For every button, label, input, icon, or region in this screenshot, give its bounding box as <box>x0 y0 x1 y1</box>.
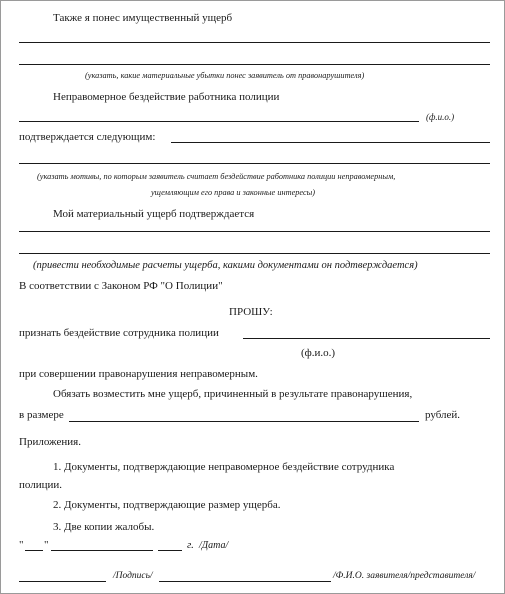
damage-note: (указать, какие материальные убытки понес заявитель от правонарушителя) <box>85 71 365 80</box>
material-damage-label: Мой материальный ущерб подтверждается <box>53 208 255 220</box>
confirmed-by-line-1[interactable] <box>171 142 490 143</box>
inaction-intro: Неправомерное бездействие работника полиции <box>53 91 280 103</box>
name-label: /Ф.И.О. заявителя/представителя/ <box>333 571 476 581</box>
amount-suffix: рублей. <box>425 409 461 421</box>
date-year-prefix: г. <box>187 539 194 551</box>
damage-line-1[interactable] <box>19 42 490 43</box>
amount-line[interactable] <box>69 421 419 422</box>
during-offense-text: при совершении правонарушения неправомерным. <box>19 368 258 380</box>
signature-line[interactable] <box>19 581 106 582</box>
attachment-3: 3. Две копии жалобы. <box>53 521 155 533</box>
fio-note-1: (ф.и.о.) <box>426 112 455 122</box>
amount-prefix: в размере <box>19 409 64 421</box>
date-month-line[interactable] <box>51 550 153 551</box>
attachment-1-line-a: 1. Документы, подтверждающие неправомерное бездействие сотрудника <box>53 461 395 473</box>
oblige-text: Обязать возместить мне ущерб, причиненный в результате правонарушения, <box>53 388 413 400</box>
request-title: ПРОШУ: <box>229 306 273 318</box>
date-quote-open: " <box>19 539 24 551</box>
material-damage-line-1[interactable] <box>19 231 490 232</box>
recognize-text: признать бездействие сотрудника полиции <box>19 327 219 339</box>
date-year-line[interactable] <box>158 550 182 551</box>
damage-line-2[interactable] <box>19 64 490 65</box>
law-reference: В соответствии с Законом РФ "О Полиции" <box>19 280 223 292</box>
officer-name-line-2[interactable] <box>243 338 490 339</box>
calc-note: (привести необходимые расчеты ущерба, какими документами он подтверждается) <box>33 260 418 271</box>
name-line[interactable] <box>159 581 331 582</box>
damage-intro: Также я понес имущественный ущерб <box>53 12 233 24</box>
material-damage-line-2[interactable] <box>19 253 490 254</box>
date-quote-close: " <box>44 539 49 551</box>
confirmed-by-line-2[interactable] <box>19 163 490 164</box>
confirmed-by-label: подтверждается следующим: <box>19 131 156 143</box>
date-label: /Дата/ <box>199 540 229 551</box>
motives-note-1: (указать мотивы, по которым заявитель считает бездействие работника полиции неправомерным, <box>37 172 396 181</box>
attachments-title: Приложения. <box>19 436 81 448</box>
fio-label-2: (ф.и.о.) <box>301 347 336 359</box>
officer-name-line[interactable] <box>19 121 419 122</box>
signature-label: /Подпись/ <box>113 571 153 581</box>
attachment-2: 2. Документы, подтверждающие размер ущерба. <box>53 499 281 511</box>
date-day-line[interactable] <box>25 550 43 551</box>
motives-note-2: ущемляющим его права и законные интересы) <box>151 188 316 197</box>
attachment-1-line-b: полиции. <box>19 479 63 491</box>
